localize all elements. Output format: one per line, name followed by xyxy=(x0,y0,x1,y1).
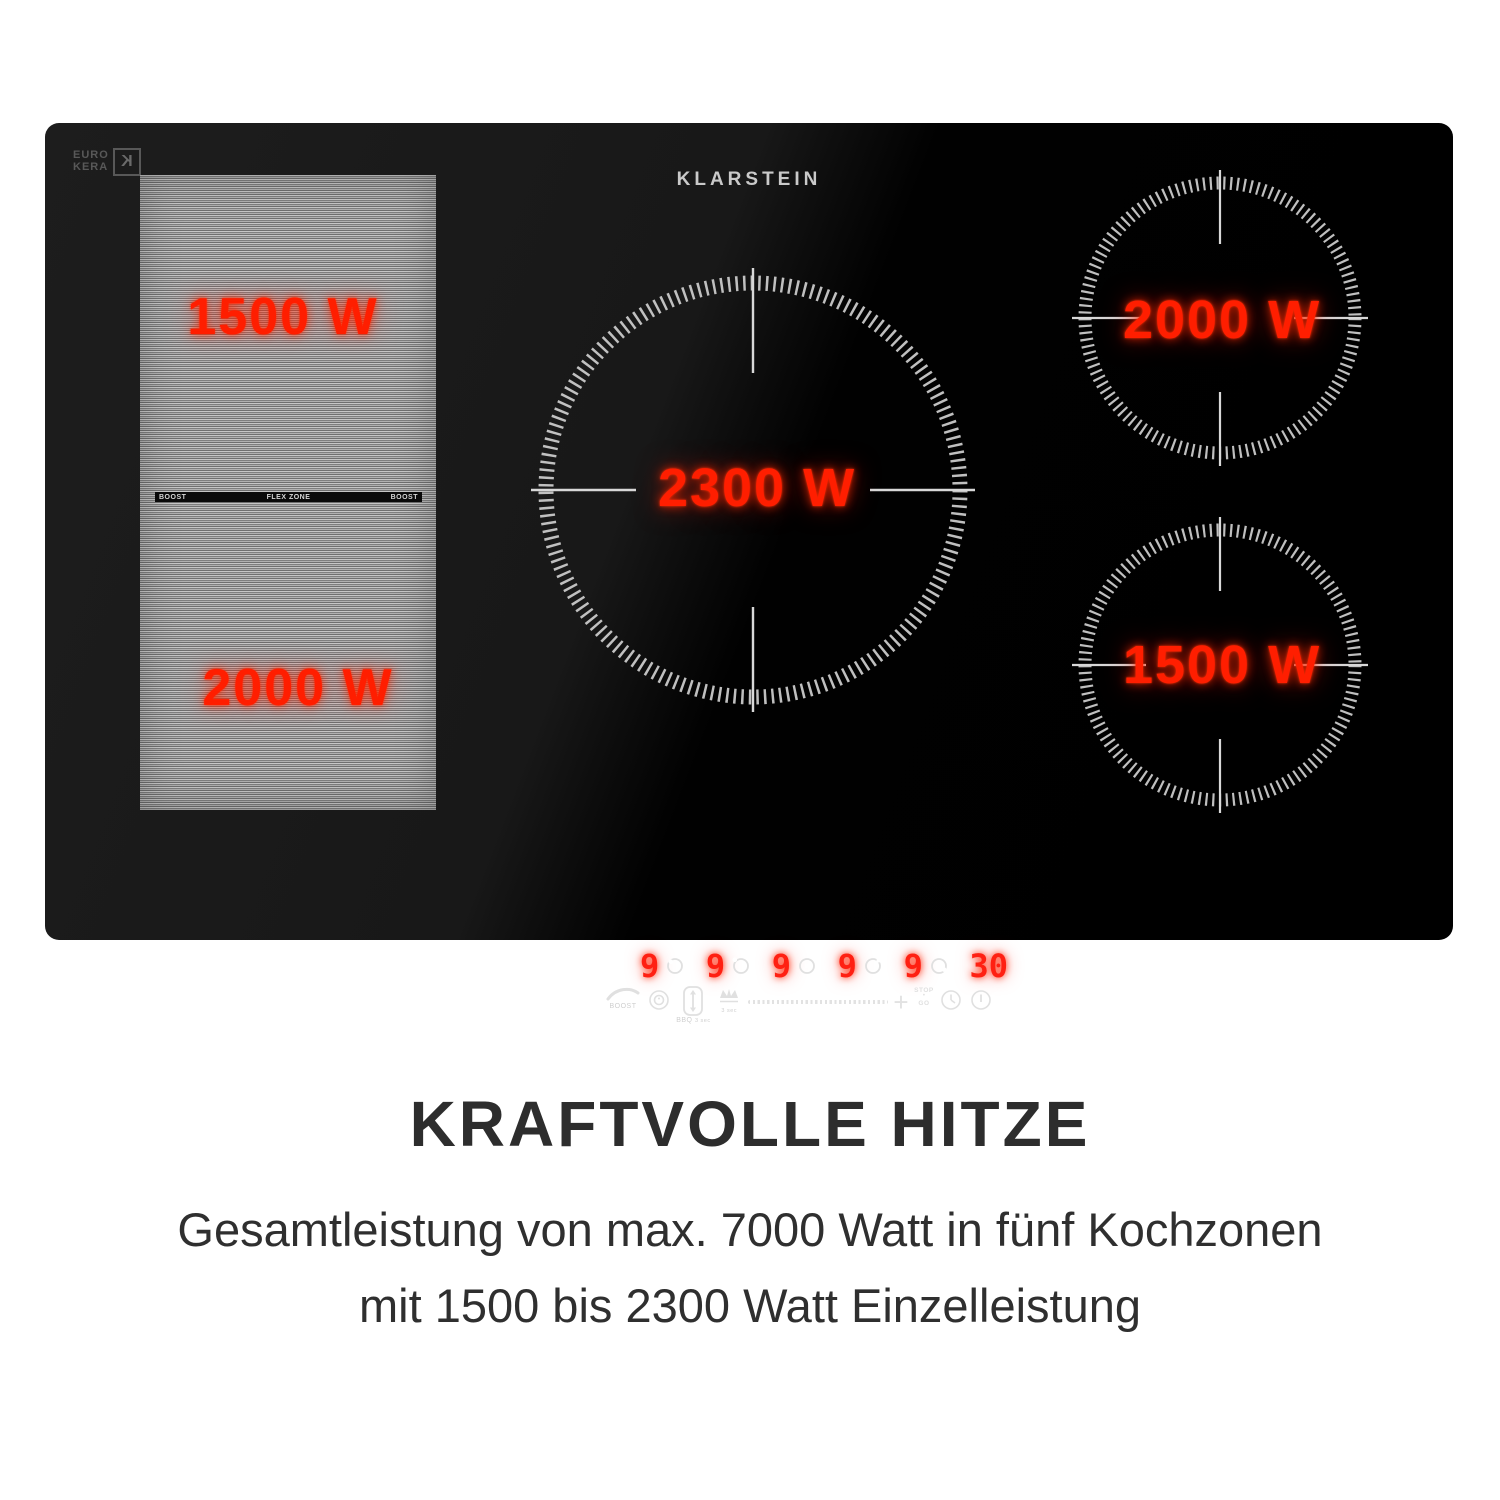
keep-warm-key xyxy=(716,987,742,1015)
caption-body xyxy=(0,1192,1500,1344)
flex-bar-boost-left: BOOST xyxy=(159,493,187,501)
stop-label: STOP xyxy=(914,987,934,994)
warm-sub-label: 3 sec xyxy=(721,1008,738,1014)
zone-position-icon xyxy=(731,956,751,976)
right-bottom-burner-power-label: 1500 W xyxy=(1122,635,1322,695)
brand-logo: KLARSTEIN xyxy=(676,169,822,190)
flex-connect-icon xyxy=(681,985,705,1017)
go-label: GO xyxy=(918,999,930,1007)
induction-hob xyxy=(45,123,1453,1024)
caption-heading: KRAFTVOLLE HITZE xyxy=(409,1088,1091,1160)
zone-display-3 xyxy=(771,947,817,985)
power-icon xyxy=(969,988,993,1012)
power-key xyxy=(969,988,993,1012)
bbq-label: BBQ 3 sec xyxy=(676,1017,711,1024)
zone-position-icon xyxy=(863,956,883,976)
flex-top-power-label: 1500 W xyxy=(187,288,379,346)
control-panel xyxy=(605,985,993,1041)
zone-level-display: 9 xyxy=(837,947,857,985)
right-top-burner-power-label: 2000 W xyxy=(1122,290,1322,350)
flex-zone-bar xyxy=(155,492,422,502)
flex-connect-key xyxy=(676,985,710,1025)
flex-bar-label: FLEX ZONE xyxy=(266,493,311,501)
boost-label: BOOST xyxy=(609,1003,637,1010)
zone-level-display: 9 xyxy=(640,947,660,985)
caption-line-1: Gesamtleistung von max. 7000 Watt in fünf Kochzonen xyxy=(177,1203,1323,1256)
timer-key xyxy=(939,988,963,1012)
zone-position-icon xyxy=(665,956,685,976)
power-slider xyxy=(748,1000,888,1004)
timer-icon xyxy=(939,988,963,1012)
zone-position-icon xyxy=(797,956,817,976)
center-burner-power-label: 2300 W xyxy=(657,458,857,518)
boost-icon xyxy=(605,985,641,1003)
zone-position-icon xyxy=(929,956,949,976)
eurokera-logo xyxy=(73,148,141,176)
stop-go-dot: • xyxy=(922,993,925,1000)
eurokera-text xyxy=(73,150,109,173)
eurokera-line1: EURO xyxy=(73,149,109,162)
zone-level-display: 9 xyxy=(705,947,726,985)
zone-display-1 xyxy=(640,947,685,985)
boost-key xyxy=(605,985,641,1011)
flex-bar-boost-right: BOOST xyxy=(390,493,418,501)
lock-key xyxy=(647,988,671,1012)
zone-level-display: 9 xyxy=(771,947,792,985)
zone-display-5 xyxy=(903,947,949,985)
stop-go-key xyxy=(914,987,934,1007)
zone-display-4 xyxy=(837,947,883,985)
flex-bottom-power-label: 2000 W xyxy=(202,659,394,717)
lock-icon xyxy=(647,988,671,1012)
keep-warm-icon xyxy=(716,987,742,1007)
caption-line-2: mit 1500 bis 2300 Watt Einzelleistung xyxy=(358,1279,1142,1333)
eurokera-line2: KERA xyxy=(73,161,109,173)
led-display-row xyxy=(640,947,1008,985)
plus-key: + xyxy=(893,987,909,1017)
timer-display: 30 xyxy=(969,947,1008,985)
eurokera-k-icon: K xyxy=(113,148,141,176)
zone-level-display: 9 xyxy=(903,947,923,985)
zone-display-2 xyxy=(705,947,751,985)
